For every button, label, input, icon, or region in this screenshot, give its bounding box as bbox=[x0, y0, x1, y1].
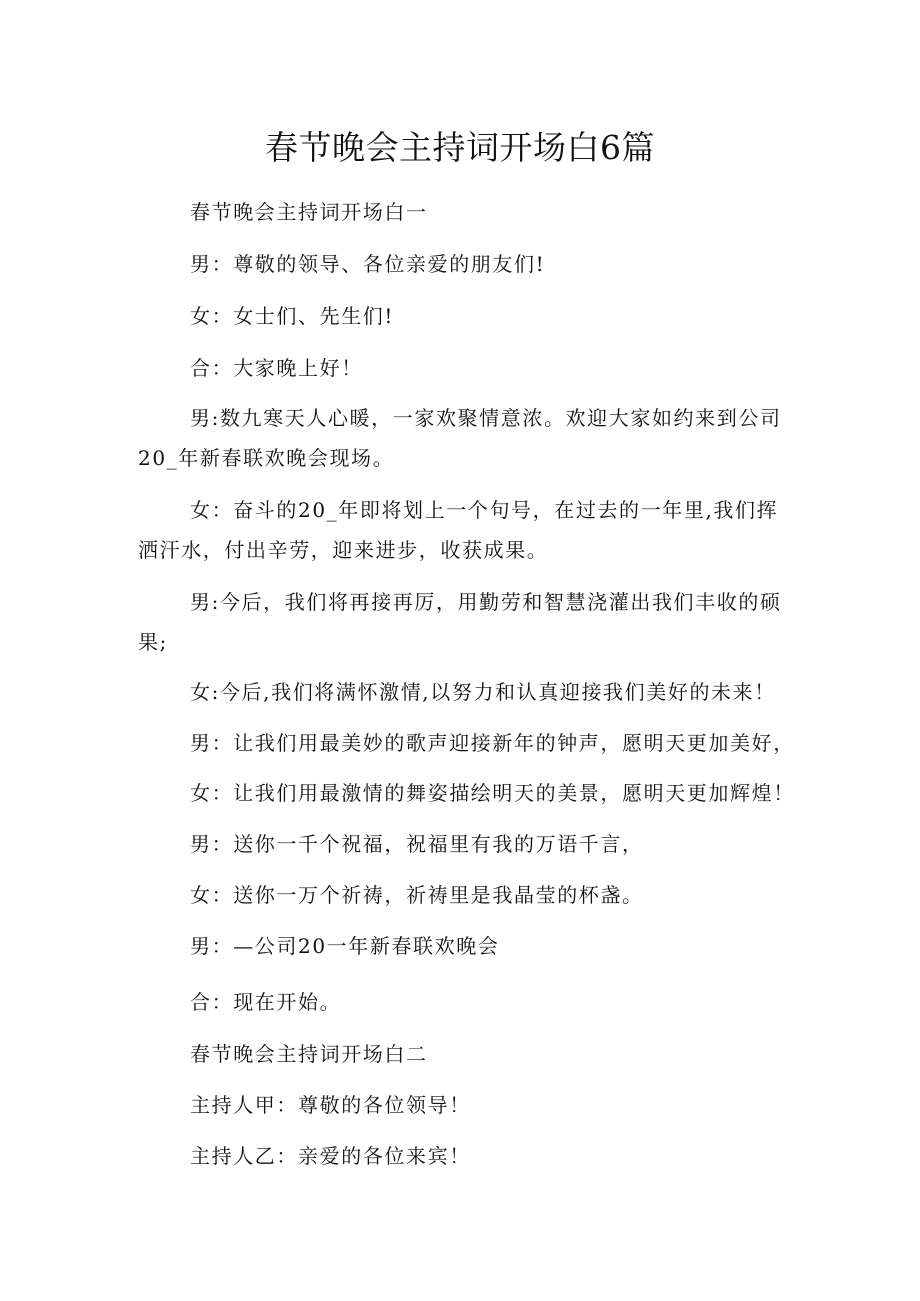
section-heading-1: 春节晚会主持词开场白一 bbox=[190, 200, 428, 224]
dialogue-paragraph: 女：奋斗的20_年即将划上一个句号，在过去的一年里,我们挥洒汗水，付出辛劳，迎来进步，收获成果。 bbox=[138, 498, 779, 562]
section-heading-2: 春节晚会主持词开场白二 bbox=[190, 1042, 428, 1066]
dialogue-line: 女:今后,我们将满怀激情,以努力和认真迎接我们美好的未来！ bbox=[190, 680, 776, 704]
dialogue-line: 男：尊敬的领导、各位亲爱的朋友们! bbox=[190, 252, 546, 276]
dialogue-line: 主持人乙：亲爱的各位来宾！ bbox=[190, 1144, 471, 1168]
dialogue-paragraph: 男:今后，我们将再接再厉，用勤劳和智慧浇灌出我们丰收的硕果; bbox=[138, 590, 782, 654]
dialogue-line: 女：让我们用最激情的舞姿描绘明天的美景，愿明天更加辉煌！ bbox=[190, 781, 795, 805]
dialogue-line: 女：女士们、先生们! bbox=[190, 304, 395, 328]
document-title: 春节晚会主持词开场白6篇 bbox=[265, 128, 655, 167]
dialogue-line: 主持人甲：尊敬的各位领导！ bbox=[190, 1093, 471, 1117]
dialogue-line: 男：送你一千个祝福，祝福里有我的万语千言， bbox=[190, 832, 644, 856]
dialogue-line: 合：现在开始。 bbox=[190, 990, 342, 1014]
dialogue-line: 合：大家晚上好！ bbox=[190, 356, 363, 380]
dialogue-paragraph: 男:数九寒天人心暖，一家欢聚情意浓。欢迎大家如约来到公司20_年新春联欢晚会现场。 bbox=[138, 406, 782, 470]
dialogue-line: 女：送你一万个祈祷，祈祷里是我晶莹的杯盏。 bbox=[190, 883, 644, 907]
dialogue-line: 男：—公司20一年新春联欢晚会 bbox=[190, 934, 500, 958]
dialogue-line: 男：让我们用最美妙的歌声迎接新年的钟声，愿明天更加美好， bbox=[190, 731, 795, 755]
